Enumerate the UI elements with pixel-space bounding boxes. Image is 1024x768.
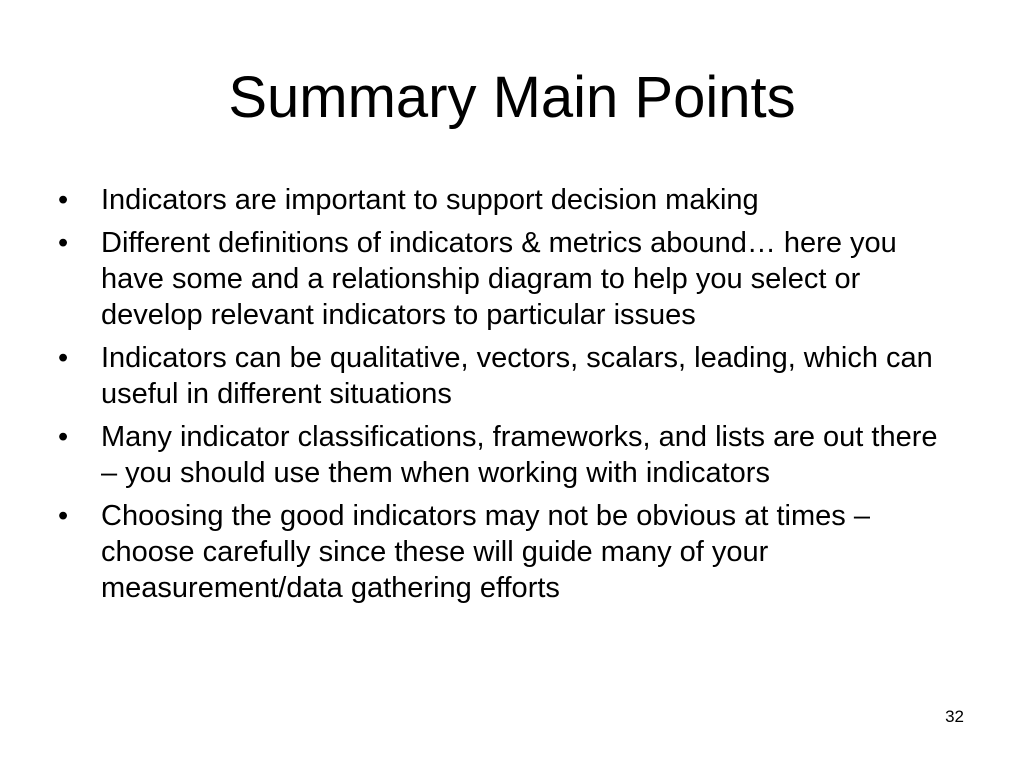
bullet-icon: • [58,342,69,374]
bullet-icon: • [58,227,69,259]
bullet-text: Indicators can be qualitative, vectors, scalars, leading, which can useful in different situations [101,342,933,410]
bullet-item [58,340,958,412]
bullet-icon: • [58,421,69,453]
bullet-item [58,182,958,218]
bullet-text: Different definitions of indicators & metrics abound… here you have some and a relationship diagram to help you select or develop relevant indicators to particular issues [101,227,897,331]
slide-title: Summary Main Points [228,65,796,130]
bullet-item [58,419,958,491]
bullet-text: Many indicator classifications, frameworks, and lists are out there – you should use them when working with indicators [101,421,938,489]
bullet-item [58,225,958,333]
bullet-icon: • [58,500,69,532]
bullet-text: Choosing the good indicators may not be obvious at times – choose carefully since these will guide many of your measurement/data gathering efforts [101,500,870,604]
bullet-list [58,182,958,613]
bullet-icon: • [58,184,69,216]
bullet-item [58,498,958,606]
slide-number: 32 [945,707,964,726]
bullet-text: Indicators are important to support decision making [101,184,759,216]
